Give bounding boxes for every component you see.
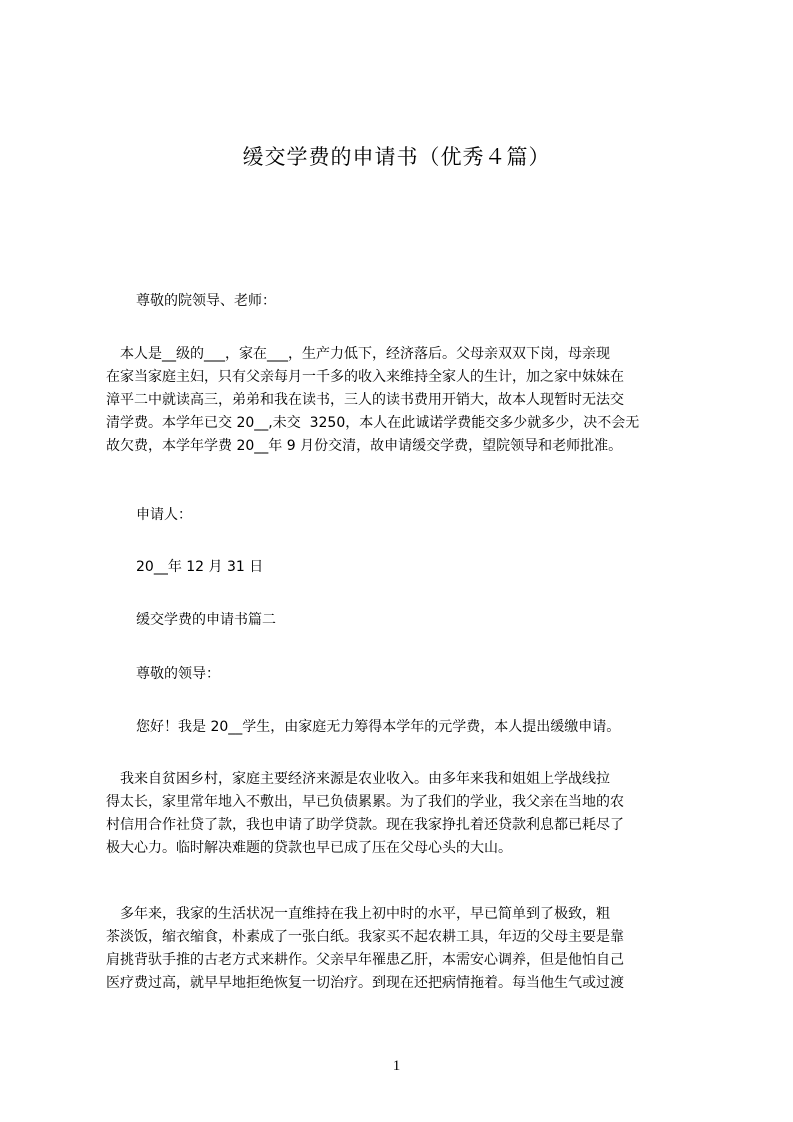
page-title: 缓交学费的申请书（优秀４篇） (242, 145, 551, 169)
paragraph-1-line: 本人是__级的___，家在___，生产力低下，经济落后。父母亲双双下岗，母亲现 (106, 346, 610, 362)
paragraph-3-line: 医疗费过高，就早早地拒绝恢复一切治疗。到现在还把病情拖着。每当他生气或过渡 (106, 975, 624, 991)
paragraph-1-line: 在家当家庭主妇，只有父亲每月一千多的收入来维持全家人的生计，加之家中妹妹在 (106, 369, 624, 385)
paragraph-2-line: 我来自贫困乡村，家庭主要经济来源是农业收入。由多年来我和姐姐上学战线拉 (106, 771, 610, 787)
section-2-heading: 缓交学费的申请书篇二 (136, 612, 276, 628)
salutation-2: 尊敬的领导： (136, 666, 220, 682)
paragraph-3-line: 多年来，我家的生活状况一直维持在我上初中时的水平，早已简单到了极致，粗 (106, 906, 610, 922)
greeting-line: 您好！我是 20__学生，由家庭无力筹得本学年的元学费，本人提出缓缴申请。 (136, 719, 621, 735)
paragraph-2-line: 极大心力。临时解决难题的贷款也早已成了压在父母心头的大山。 (106, 840, 512, 856)
applicant-label: 申请人： (136, 507, 192, 523)
paragraph-1-line: 故欠费，本学年学费 20__年 9 月份交清，故申请缓交学费，望院领导和老师批准。 (106, 438, 623, 454)
paragraph-1 (106, 343, 699, 458)
salutation-1: 尊敬的院领导、老师： (136, 293, 276, 309)
page-number: 1 (392, 1058, 401, 1074)
paragraph-1-line: 清学费。本学年已交 20__,未交 3250，本人在此诚诺学费能交多少就多少，决不会无 (106, 415, 640, 431)
paragraph-3-line: 肩挑背驮手推的古老方式来耕作。父亲早年罹患乙肝，本需安心调养，但是他怕自己 (106, 952, 624, 968)
paragraph-2 (106, 768, 699, 860)
paragraph-2-line: 村信用合作社贷了款，我也申请了助学贷款。现在我家挣扎着还贷款利息都已耗尽了 (106, 817, 624, 833)
paragraph-2-line: 得太长，家里常年地入不敷出，早已负债累累。为了我们的学业，我父亲在当地的农 (106, 794, 624, 810)
paragraph-1-line: 漳平二中就读高三，弟弟和我在读书，三人的读书费用开销大，故本人现暂时无法交 (106, 392, 624, 408)
paragraph-3 (106, 903, 699, 995)
date-line: 20__年 12 月 31 日 (136, 559, 264, 575)
paragraph-3-line: 茶淡饭，缩衣缩食，朴素成了一张白纸。我家买不起农耕工具，年迈的父母主要是靠 (106, 929, 624, 945)
